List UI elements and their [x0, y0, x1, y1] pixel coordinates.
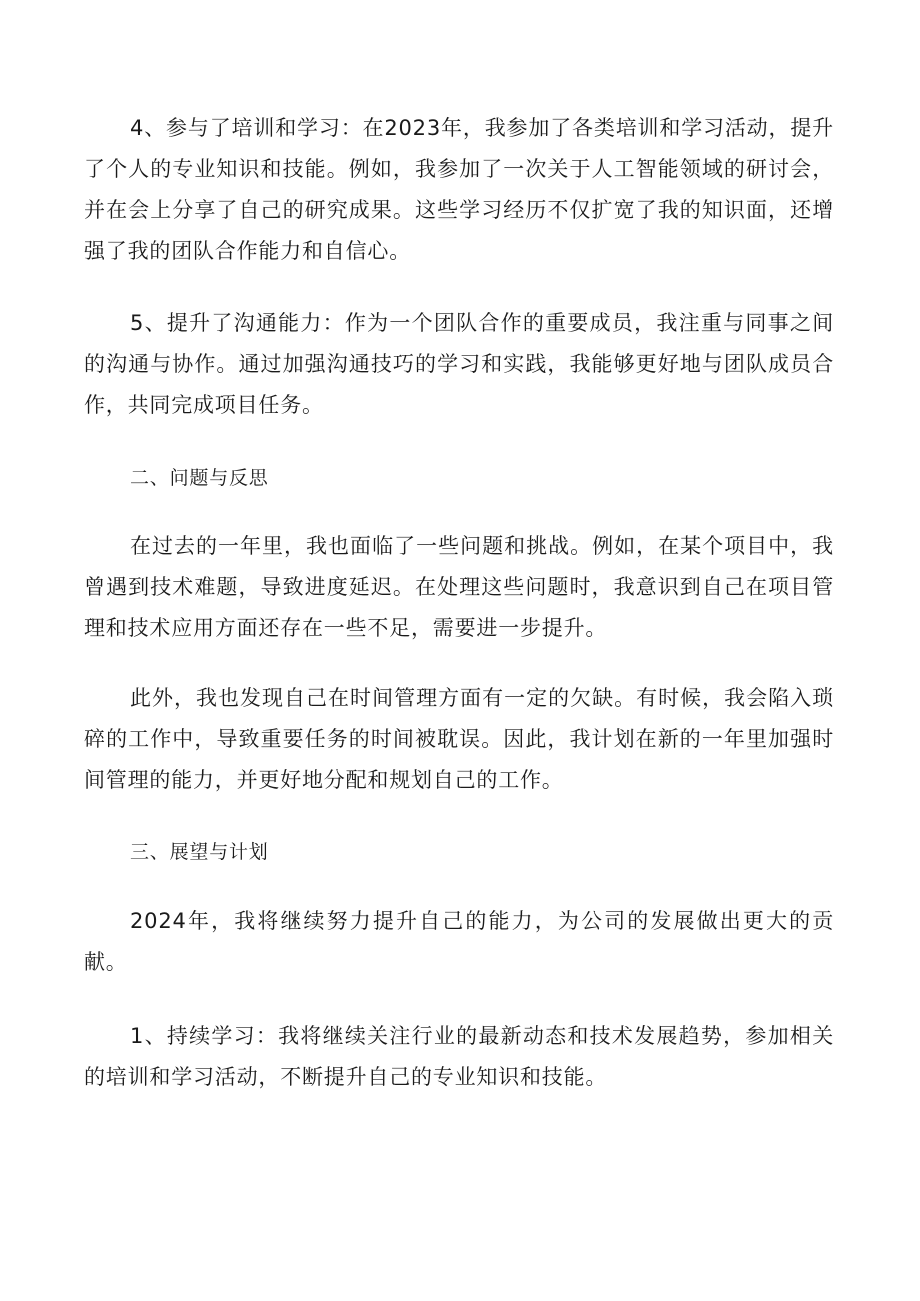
- section-heading-outlook: 三、展望与计划: [130, 841, 269, 863]
- paragraph-2024-goal: 2024年，我将继续努力提升自己的能力，为公司的发展做出更大的贡献。: [84, 909, 834, 974]
- paragraph-time-management: 此外，我也发现自己在时间管理方面有一定的欠缺。有时候，我会陷入琐碎的工作中，导致重要任务的时间被耽误。因此，我计划在新的一年里加强时间管理的能力，并更好地分配和规划自己的工作。: [84, 686, 834, 792]
- paragraph-training: 4、参与了培训和学习：在2023年，我参加了各类培训和学习活动，提升了个人的专业知识和技能。例如，我参加了一次关于人工智能领域的研讨会，并在会上分享了自己的研究成果。这些学习经历不仅扩宽了我的知识面，还增强了我的团队合作能力和自信心。: [84, 116, 834, 263]
- paragraph-communication: 5、提升了沟通能力：作为一个团队合作的重要成员，我注重与同事之间的沟通与协作。通过加强沟通技巧的学习和实践，我能够更好地与团队成员合作，共同完成项目任务。: [84, 311, 834, 417]
- document-body: [84, 108, 834, 1098]
- paragraph-continuous-learning: 1、持续学习：我将继续关注行业的最新动态和技术发展趋势，参加相关的培训和学习活动，不断提升自己的专业知识和技能。: [84, 1024, 834, 1089]
- paragraph-challenges: 在过去的一年里，我也面临了一些问题和挑战。例如，在某个项目中，我曾遇到技术难题，导致进度延迟。在处理这些问题时，我意识到自己在项目管理和技术应用方面还存在一些不足，需要进一步提升。: [84, 534, 834, 640]
- section-heading-problems: 二、问题与反思: [130, 467, 269, 489]
